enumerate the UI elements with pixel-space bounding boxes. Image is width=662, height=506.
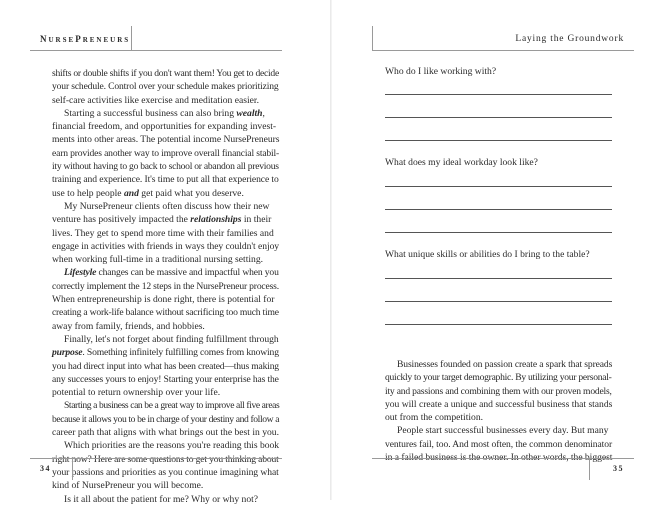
text-line: Which priorities are the reasons you're reading this book	[64, 440, 279, 452]
text-line: purpose. Something infinitely fulfilling comes from knowing	[52, 347, 279, 359]
emphasized-word: wealth	[236, 107, 263, 119]
body-text-right	[385, 358, 612, 464]
text-line: When entrepreneurship is done right, there is potential for	[52, 294, 275, 306]
text-line: any successes yours to enjoy! Starting your enterprise has the	[52, 373, 279, 385]
text-line: correctly implement the 12 steps in the NursePreneur process.	[52, 280, 279, 292]
text-line: People start successful businesses every day. But many	[397, 425, 609, 437]
header-rule	[372, 50, 634, 51]
footer-rule	[30, 458, 282, 459]
answer-line[interactable]	[385, 117, 612, 118]
text-line: away from family, friends, and hobbies.	[52, 320, 205, 332]
question-label: What unique skills or abilities do I bring to the table?	[385, 249, 590, 260]
text-line: ity without having to go back to school or abandon all previous	[52, 161, 279, 173]
text-line: training and experience. It's time to put all that experience to	[52, 174, 279, 186]
emphasized-word: purpose	[52, 347, 83, 359]
answer-line[interactable]	[385, 209, 612, 210]
text-line: career path that aligns with what brings out the best in you.	[52, 427, 279, 439]
answer-line[interactable]	[385, 186, 612, 187]
text-line: use to help people and get paid what you deserve.	[52, 187, 244, 199]
text-line: potential to return ownership over your life.	[52, 387, 221, 399]
running-head-chapter-title: Laying the Groundwork	[515, 34, 624, 44]
page-number: 34	[40, 464, 51, 473]
header-divider-tick	[372, 26, 373, 50]
text-line: kind of NursePreneur you will become.	[52, 480, 204, 492]
text-line: self-care activities like exercise and meditation easier.	[52, 94, 259, 106]
right-page	[331, 0, 662, 500]
text-line: ments into other areas. The potential income NursePreneurs	[52, 134, 280, 146]
question-label: Who do I like working with?	[385, 66, 497, 77]
text-line: out from the competition.	[385, 412, 484, 424]
footer-rule	[372, 458, 634, 459]
left-page	[0, 0, 331, 505]
text-line: ventures fail, too. And most often, the common denominator	[385, 438, 613, 450]
answer-line[interactable]	[385, 140, 612, 141]
answer-line[interactable]	[385, 232, 612, 233]
footer-divider-tick	[589, 458, 590, 480]
text-line: your passions and priorities as you continue imagining what	[52, 466, 279, 478]
header-rule	[30, 50, 282, 51]
emphasized-word: Lifestyle	[64, 267, 97, 279]
text-line: you had direct input into what has been created—thus making	[52, 360, 279, 372]
text-line: shifts or double shifts if you don't want them! You get to decide	[52, 68, 279, 79]
answer-line[interactable]	[385, 94, 612, 95]
text-line: you will create a unique and successful business that stands	[385, 398, 613, 410]
text-line: when working full-time in a traditional nursing setting.	[52, 254, 264, 266]
page-number: 35	[613, 464, 624, 473]
text-line: lives. They get to spend more time with their families and	[52, 227, 274, 239]
text-line: venture has positively impacted the relationships in their	[52, 214, 272, 226]
text-line: creating a work-life balance without sacrificing too much time	[52, 307, 279, 319]
answer-line[interactable]	[385, 324, 612, 325]
text-line: Starting a successful business can also bring wealth,	[64, 107, 265, 119]
running-head-book-title: NURSEPRENEURS	[40, 34, 131, 44]
emphasized-word: relationships	[190, 214, 242, 226]
footer-divider-tick	[72, 458, 73, 480]
question-label: What does my ideal workday look like?	[385, 157, 538, 168]
answer-line[interactable]	[385, 301, 612, 302]
text-line: earn provides another way to improve overall financial stabil-	[52, 147, 280, 159]
text-line: financial freedom, and opportunities for expanding invest-	[52, 121, 277, 133]
text-line: right now? Here are some questions to get you thinking about	[52, 453, 279, 465]
text-line: engage in activities with friends in ways they couldn't enjoy	[52, 240, 280, 252]
body-text-left	[52, 67, 279, 506]
answer-line[interactable]	[385, 278, 612, 279]
text-line: quickly to your target demographic. By utilizing your personal-	[385, 372, 612, 384]
text-line: Lifestyle changes can be massive and impactful when you	[64, 267, 279, 279]
text-line: Is it all about the patient for me? Why or why not?	[64, 493, 259, 505]
text-line: Businesses founded on passion create a spark that spreads	[397, 359, 613, 370]
text-line: in a failed business is the owner. In other words, the biggest	[385, 452, 613, 464]
text-line: Finally, let's not forget about finding fulfillment through	[64, 333, 279, 345]
text-line: your schedule. Control over your schedule makes prioritizing	[52, 81, 279, 93]
text-line: My NursePreneur clients often discuss how their new	[64, 200, 270, 212]
text-line: ity and passions and combining them with our proven models,	[385, 385, 612, 397]
emphasized-word: and	[123, 187, 139, 199]
text-line: because it allows you to be in charge of your destiny and follow a	[52, 413, 280, 425]
header-divider-tick	[131, 26, 132, 50]
text-line: Starting a business can be a great way to improve all five areas	[64, 400, 280, 412]
